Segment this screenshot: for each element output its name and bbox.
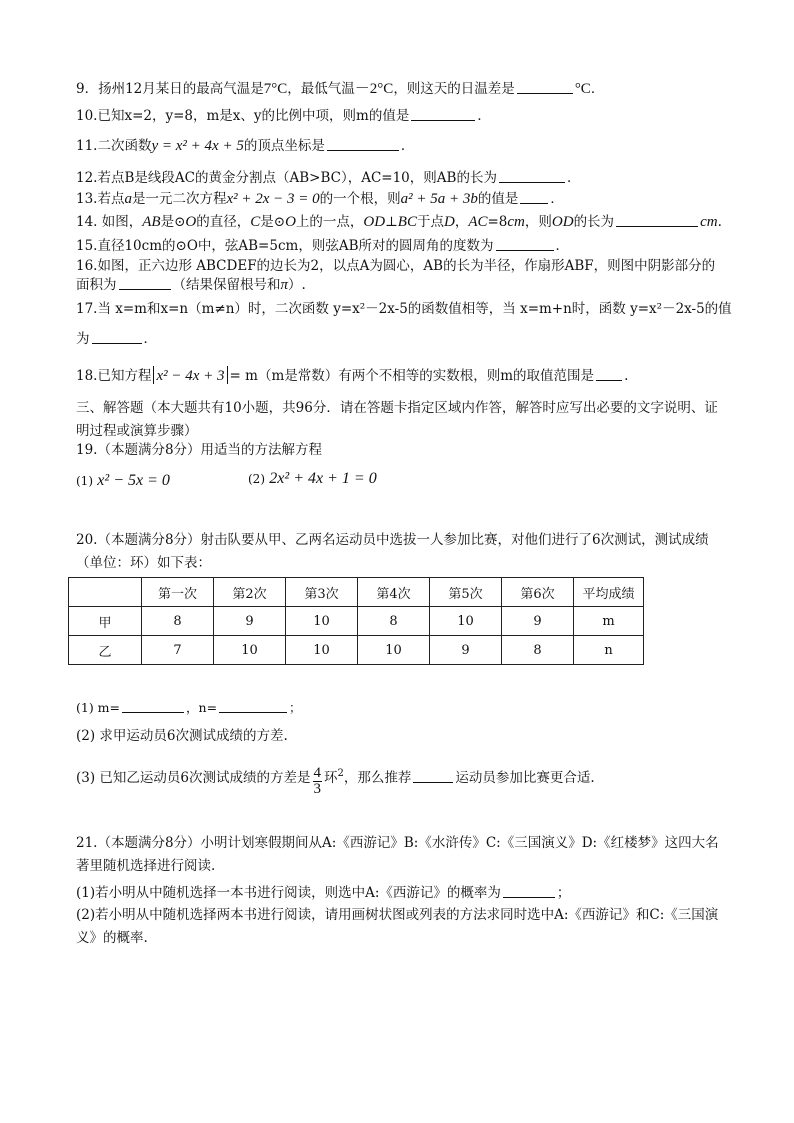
q20-part-1-a: (1) m= [76, 700, 121, 715]
table-cell: m [574, 607, 644, 636]
question-10 [76, 107, 491, 125]
q9-text-a: 9．扬州12月某日的最高气温是 [76, 81, 264, 97]
q14-text: 14. 如图， [76, 214, 143, 230]
table-cell: 10 [214, 636, 286, 665]
question-13 [76, 190, 564, 208]
q9-high-temp: 7°C [263, 81, 288, 97]
table-cell: 10 [286, 607, 358, 636]
table-header-cell: 平均成绩 [574, 578, 644, 607]
q21-part-1-a: (1)若小明从中随机选择一本书进行阅读，则选中A:《西游记》的概率为 [76, 885, 501, 901]
q16-pi: π [280, 277, 289, 293]
q13-var-a: a [124, 191, 132, 207]
q9-unit: °C [574, 81, 591, 97]
table-cell: 9 [430, 636, 502, 665]
answer-blank[interactable] [616, 213, 698, 227]
table-cell: 8 [142, 607, 214, 636]
answer-blank[interactable] [219, 699, 287, 713]
q20-part-1-c: ； [289, 700, 302, 715]
q19-equation-1: x² − 5x = 0 [97, 472, 170, 489]
q20-part-3-c: ，那么推荐 [343, 770, 412, 786]
question-14 [76, 213, 722, 231]
table-cell: 乙 [69, 636, 142, 665]
q14-text: 是⊙ [160, 214, 186, 230]
q12-end: ． [566, 170, 581, 186]
q14-var: C [250, 214, 261, 230]
q14-var: AB [142, 214, 161, 230]
answer-blank[interactable] [496, 237, 554, 251]
answer-blank[interactable] [520, 190, 548, 204]
q20-intro-text: 20.（本题满分8分）射击队要从甲、乙两名运动员中选拔一人参加比赛，对他们进行了6次测试，测试成绩（单位：环）如下表： [76, 532, 709, 571]
table-cell: 10 [286, 636, 358, 665]
q13-text-b: 是一元二次方程 [131, 191, 227, 207]
question-16-line-2 [76, 276, 306, 294]
q16-text-b: （结果保留根号和 [172, 277, 281, 293]
answer-blank[interactable] [327, 137, 399, 151]
q11-text-b: 的顶点坐标是 [243, 138, 325, 154]
table-cell: 7 [142, 636, 214, 665]
table-header-cell: 第5次 [430, 578, 502, 607]
table-cell: 10 [358, 636, 430, 665]
q14-text: =8 [487, 214, 508, 230]
q9-low-temp: －2°C [354, 81, 394, 97]
q14-text: ⊥ [385, 214, 398, 230]
q16-text-a: 面积为 [76, 277, 117, 293]
question-15 [76, 237, 569, 255]
q20-part-3-unit: 环 [324, 770, 338, 786]
table-header-row [69, 578, 644, 607]
question-12 [76, 169, 580, 187]
question-19-title [76, 441, 322, 459]
table-row [69, 607, 644, 636]
question-9 [76, 80, 604, 98]
table-cell: 8 [358, 607, 430, 636]
question-20-part-3 [76, 766, 595, 797]
question-20-intro [76, 529, 721, 575]
q14-text: 是⊙ [260, 214, 286, 230]
q13-expression: a² + 5a + 3b [400, 191, 478, 207]
table-header-cell: 第3次 [286, 578, 358, 607]
q19-part-2-label: (2) [248, 472, 265, 486]
answer-blank[interactable] [122, 699, 184, 713]
question-20-part-2 [76, 727, 288, 745]
q21-part-1-b: ； [556, 885, 571, 901]
table-cell: 10 [430, 607, 502, 636]
table-cell: n [574, 636, 644, 665]
q13-text-d: 的值是 [477, 191, 519, 207]
table-cell: 9 [502, 607, 574, 636]
q21-intro-text: 21.（本题满分8分）小明计划寒假期间从A:《西游记》B:《水浒传》C:《三国演义》D:《红楼梦》这四大名著里随机选择进行阅读. [76, 835, 719, 874]
q14-text: ， [454, 214, 469, 230]
q14-var: D [443, 214, 455, 230]
q18-text-b: = m（m是常数）有两个不相等的实数根，则m的取值范围是 [229, 368, 595, 384]
question-17-line-2 [76, 330, 157, 348]
q11-end: ． [400, 138, 415, 154]
q20-part-3-a: (3) 已知乙运动员6次测试成绩的方差是 [76, 770, 311, 786]
question-17-line-1 [76, 300, 732, 318]
question-20-part-1 [76, 699, 302, 717]
q9-end: ． [590, 81, 605, 97]
fraction-numerator: 4 [313, 765, 322, 781]
table-cell: 甲 [69, 607, 142, 636]
q19-part-1-label: (1) [76, 474, 93, 488]
section-3-heading [76, 397, 721, 443]
answer-blank[interactable] [503, 884, 555, 898]
q13-text-a: 13.若点 [76, 191, 125, 207]
q14-var: O [185, 214, 197, 230]
q19-equation-2: 2x² + 4x + 1 = 0 [269, 470, 377, 487]
q16-text-line-1: 16.如图，正六边形 ABCDEF的边长为2，以点A为圆心，AB的长为半径，作扇形ABF，则图中阴影部分的 [76, 258, 716, 274]
q18-text-a: 18.已知方程 [76, 368, 152, 384]
answer-blank[interactable] [92, 330, 142, 344]
answer-blank[interactable] [413, 769, 453, 783]
question-18 [76, 366, 628, 385]
q14-text: 的直径， [196, 214, 251, 230]
q18-end: . [624, 368, 629, 384]
table-header-cell: 第4次 [358, 578, 430, 607]
q10-end: ． [477, 108, 491, 124]
table-header-cell: 第2次 [214, 578, 286, 607]
abs-bar-left [153, 366, 154, 384]
q11-function-expr: y = x² + 4x + 5 [151, 138, 244, 154]
q15-text: 15.直径10cm的⊙O中，弦AB=5cm，则弦AB所对的圆周角的度数为 [76, 238, 494, 254]
answer-blank[interactable] [119, 276, 171, 290]
q14-unit: cm [700, 214, 718, 230]
q15-end: ． [555, 238, 569, 254]
section-3-text: 三、解答题（本大题共有10小题，共96分．请在答题卡指定区域内作答，解答时应写出必要的文字说明、证明过程或演算步骤） [76, 400, 718, 439]
squared-sup: 2 [337, 768, 344, 779]
q16-text-c: ）. [288, 277, 306, 293]
q14-var: AC [468, 214, 488, 230]
table-cell: 9 [214, 607, 286, 636]
q18-abs-expr: x² − 4x + 3 [156, 368, 225, 384]
q13-end: ． [550, 191, 564, 207]
question-21-intro [76, 832, 721, 878]
question-11 [76, 137, 414, 155]
table-header-cell: 第6次 [502, 578, 574, 607]
table-header-cell [69, 578, 142, 607]
q14-var: OD [363, 214, 386, 230]
q17-text-line-1: 17.当 x=m和x=n（m≠n）时，二次函数 y=x²－2x-5的函数值相等，当 x=m+n时，函数 y=x²－2x-5的值 [76, 301, 732, 317]
q14-var: OD [551, 214, 574, 230]
q14-text: ，则 [524, 214, 552, 230]
question-19-part-1 [76, 472, 170, 490]
answer-blank[interactable] [499, 169, 565, 183]
q17-end: ． [143, 331, 157, 347]
q19-title: 19.（本题满分8分）用适当的方法解方程 [76, 442, 323, 458]
q9-text-b: ，最低气温 [287, 81, 355, 97]
q14-text: 于点 [416, 214, 444, 230]
q17-text-a: 为 [76, 331, 90, 347]
score-table [68, 577, 644, 665]
q14-end: . [717, 214, 722, 230]
abs-bar-right [227, 366, 228, 384]
fraction-denominator: 3 [313, 781, 322, 797]
q10-text: 10.已知x=2，y=8，m是x、y的比例中项，则m的值是 [76, 108, 410, 124]
table-row [69, 636, 644, 665]
q13-equation: x² + 2x − 3 = 0 [226, 191, 320, 207]
q21-part-2-text: (2)若小明从中随机选择两本书进行阅读，请用画树状图或列表的方法求同时选中A:《西游记》和C:《三国演义》的概率. [76, 907, 719, 946]
q14-unit: cm [507, 214, 525, 230]
question-19-part-2 [248, 470, 377, 488]
q14-text: 上的一点， [295, 214, 364, 230]
q20-part-3-d: 运动员参加比赛更合适. [455, 770, 595, 786]
answer-blank[interactable] [517, 80, 573, 94]
q13-text-c: 的一个根，则 [319, 191, 401, 207]
answer-blank[interactable] [411, 107, 475, 121]
question-16-line-1 [76, 257, 715, 275]
question-21-part-1 [76, 884, 570, 902]
q20-part-1-b: ，n= [186, 700, 218, 715]
q14-var: BC [397, 214, 417, 230]
q12-text: 12.若点B是线段AC的黄金分割点（AB>BC），AC=10，则AB的长为 [76, 170, 497, 186]
q14-var: O [285, 214, 296, 230]
question-21-part-2 [76, 904, 721, 950]
q11-text-a: 11.二次函数 [76, 138, 152, 154]
q14-text: 的长为 [573, 214, 615, 230]
q9-text-c: ，则这天的日温差是 [393, 81, 515, 97]
fraction [313, 766, 323, 797]
table-header-cell: 第一次 [142, 578, 214, 607]
table-cell: 8 [502, 636, 574, 665]
q20-part-2-text: (2) 求甲运动员6次测试成绩的方差. [76, 728, 288, 744]
answer-blank[interactable] [596, 367, 622, 381]
